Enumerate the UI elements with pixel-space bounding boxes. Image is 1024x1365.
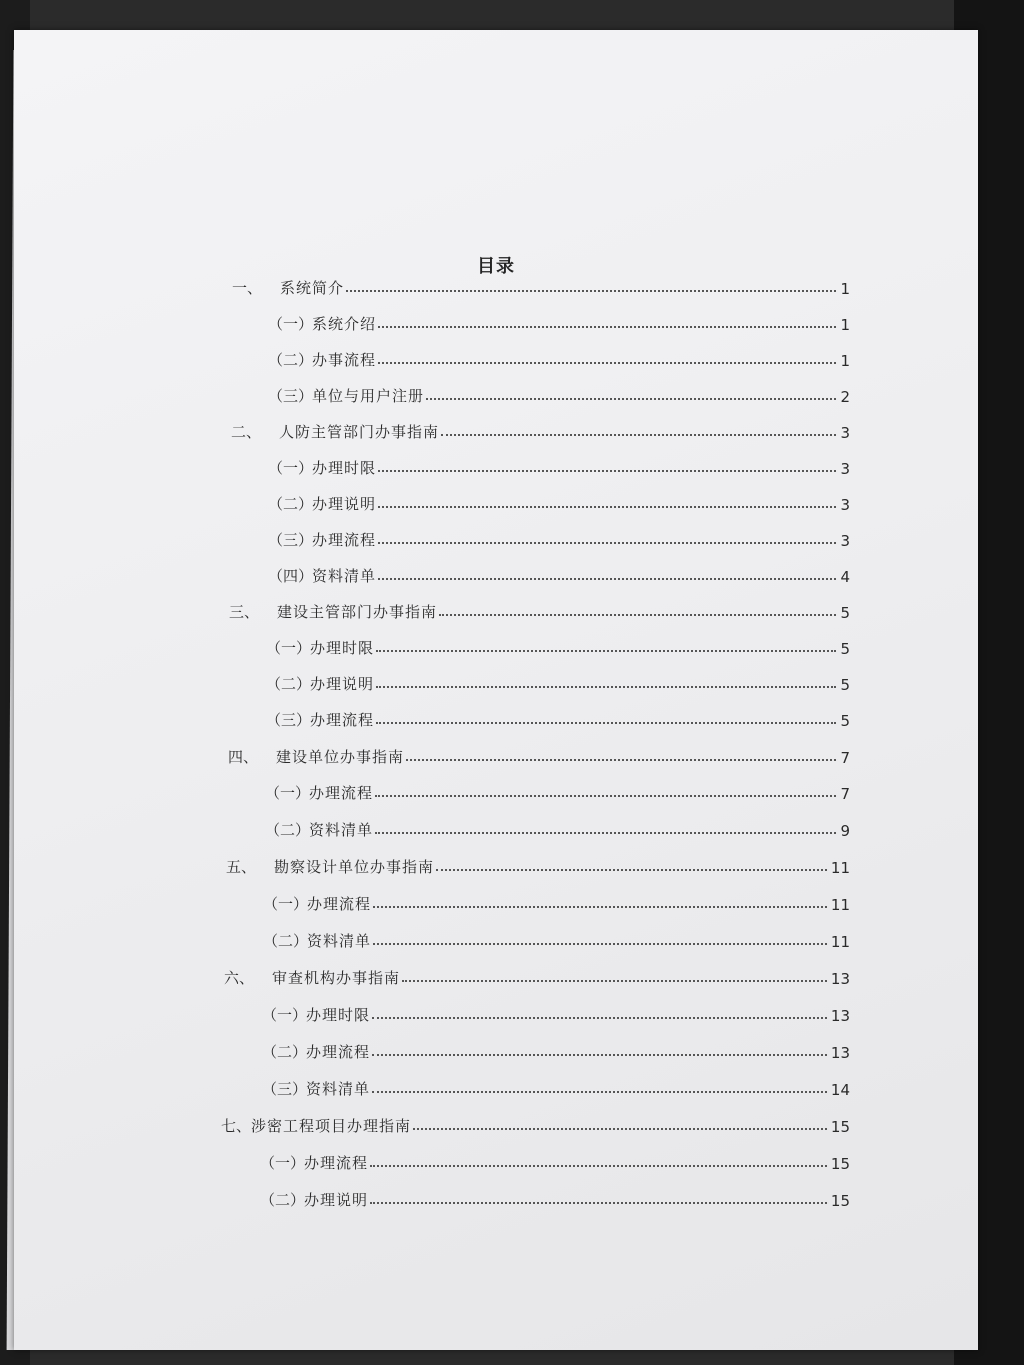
toc-entry-page: 13 [830, 970, 850, 988]
toc-entry-level2 [265, 818, 850, 840]
toc-entry-label: 办事流程 [312, 351, 377, 369]
toc-entry-label: 办理流程 [304, 1154, 369, 1172]
toc-entry-page: 1 [840, 352, 850, 370]
toc-entry-page: 5 [840, 640, 850, 658]
toc-entry-number: （一） [262, 1006, 308, 1024]
toc-entry-page: 5 [840, 604, 850, 622]
toc-entry-label: 建设主管部门办事指南 [277, 603, 438, 621]
toc-entry-level2 [262, 1040, 850, 1062]
toc-entry-label: 建设单位办事指南 [276, 748, 405, 766]
toc-entry-page: 11 [830, 859, 850, 877]
toc-entry-number: 三、 [229, 603, 260, 621]
toc-title: 目录 [477, 256, 515, 277]
toc-leader-dots [378, 506, 836, 508]
toc-entry-level2 [260, 1188, 850, 1210]
toc-leader-dots [372, 1054, 827, 1056]
toc-leader-dots [373, 906, 827, 908]
toc-entry-page: 5 [840, 676, 850, 694]
toc-leader-dots [370, 1202, 827, 1204]
toc-entry-label: 办理时限 [310, 639, 375, 657]
toc-entry-number: （一） [263, 895, 309, 913]
toc-entry-level2 [268, 528, 850, 550]
toc-leader-dots [426, 398, 836, 400]
toc-entry-page: 5 [840, 712, 850, 730]
toc-entry-number: （一） [268, 459, 314, 477]
toc-entry-label: 资料清单 [309, 821, 374, 839]
toc-entry-page: 11 [830, 933, 850, 951]
toc-leader-dots [378, 362, 836, 364]
toc-entry-number: 二、 [231, 423, 262, 441]
toc-entry-label: 办理说明 [310, 675, 375, 693]
toc-entry-number: 四、 [228, 748, 259, 766]
toc-entry-label: 资料清单 [307, 932, 372, 950]
toc-entry-level2 [263, 929, 850, 951]
toc-entry-label: 资料清单 [312, 567, 377, 585]
toc-entry-number: （二） [263, 932, 309, 950]
toc-entry-level2 [262, 1003, 850, 1025]
toc-entry-number: （二） [260, 1191, 306, 1209]
toc-leader-dots [346, 290, 836, 292]
toc-entry-level2 [268, 384, 850, 406]
toc-entry-page: 3 [840, 532, 850, 550]
toc-leader-dots [372, 1017, 827, 1019]
toc-entry-label: 办理流程 [307, 895, 372, 913]
toc-entry-page: 3 [840, 424, 850, 442]
toc-entry-label: 办理说明 [304, 1191, 369, 1209]
toc-entry-number: 七、 [221, 1117, 252, 1135]
toc-entry-page: 13 [830, 1007, 850, 1025]
toc-entry-label: 办理流程 [310, 711, 375, 729]
toc-entry-level2 [268, 564, 850, 586]
toc-entry-page: 14 [830, 1081, 850, 1099]
toc-leader-dots [441, 434, 836, 436]
toc-entry-number: （二） [268, 351, 314, 369]
toc-entry-page: 4 [840, 568, 850, 586]
toc-entry-number: （三） [268, 531, 314, 549]
toc-entry-level2 [268, 348, 850, 370]
toc-entry-label: 系统介绍 [312, 315, 377, 333]
toc-entry-number: 五、 [226, 858, 257, 876]
toc-entry-page: 1 [840, 280, 850, 298]
toc-leader-dots [372, 1091, 827, 1093]
toc-entry-page: 3 [840, 460, 850, 478]
toc-entry-label: 办理流程 [312, 531, 377, 549]
toc-entry-level2 [266, 636, 850, 658]
toc-entry-number: （一） [265, 784, 311, 802]
toc-entry-page: 2 [840, 388, 850, 406]
toc-leader-dots [376, 686, 836, 688]
toc-entry-label: 办理说明 [312, 495, 377, 513]
toc-entry-level1 [231, 420, 850, 442]
toc-entry-level2 [265, 781, 850, 803]
toc-entry-number: （二） [265, 821, 311, 839]
toc-entry-level2 [262, 1077, 850, 1099]
toc-entry-level2 [268, 456, 850, 478]
toc-entry-page: 13 [830, 1044, 850, 1062]
toc-entry-number: （二） [268, 495, 314, 513]
toc-entry-label: 涉密工程项目办理指南 [251, 1117, 412, 1135]
toc-entry-level1 [221, 1114, 850, 1136]
toc-entry-page: 9 [840, 822, 850, 840]
toc-entry-label: 资料清单 [306, 1080, 371, 1098]
toc-leader-dots [402, 980, 827, 982]
toc-entry-number: （三） [268, 387, 314, 405]
toc-leader-dots [378, 578, 836, 580]
toc-entry-label: 办理流程 [306, 1043, 371, 1061]
toc-entry-label: 系统简介 [280, 279, 345, 297]
toc-entry-label: 办理时限 [312, 459, 377, 477]
toc-entry-page: 7 [840, 749, 850, 767]
toc-entry-level1 [224, 966, 850, 988]
toc-entry-page: 11 [830, 896, 850, 914]
toc-entry-page: 15 [830, 1155, 850, 1173]
toc-entry-level2 [268, 312, 850, 334]
toc-entry-level2 [263, 892, 850, 914]
toc-leader-dots [376, 722, 836, 724]
toc-entry-label: 办理时限 [306, 1006, 371, 1024]
toc-entry-number: 六、 [224, 969, 255, 987]
toc-entry-level2 [266, 708, 850, 730]
toc-entry-level1 [226, 855, 850, 877]
toc-entry-level2 [268, 492, 850, 514]
toc-entry-number: （一） [266, 639, 312, 657]
toc-entry-label: 办理流程 [309, 784, 374, 802]
document-page [14, 30, 978, 1350]
toc-entry-page: 15 [830, 1118, 850, 1136]
toc-entry-number: （三） [266, 711, 312, 729]
toc-entry-number: （四） [268, 567, 314, 585]
toc-leader-dots [406, 759, 836, 761]
toc-leader-dots [436, 869, 827, 871]
toc-entry-number: （一） [268, 315, 314, 333]
toc-entry-number: （三） [262, 1080, 308, 1098]
toc-entry-label: 审查机构办事指南 [272, 969, 401, 987]
toc-entry-number: 一、 [232, 279, 263, 297]
toc-entry-page: 15 [830, 1192, 850, 1210]
toc-leader-dots [370, 1165, 827, 1167]
toc-entry-level1 [229, 600, 850, 622]
toc-leader-dots [378, 470, 836, 472]
toc-entry-level1 [232, 276, 850, 298]
toc-entry-label: 勘察设计单位办事指南 [274, 858, 435, 876]
toc-leader-dots [378, 542, 836, 544]
toc-leader-dots [413, 1128, 827, 1130]
toc-entry-level2 [260, 1151, 850, 1173]
toc-leader-dots [373, 943, 827, 945]
toc-entry-level1 [228, 745, 850, 767]
toc-entry-number: （一） [260, 1154, 306, 1172]
toc-entry-label: 单位与用户注册 [312, 387, 425, 405]
toc-entry-number: （二） [266, 675, 312, 693]
toc-entry-level2 [266, 672, 850, 694]
toc-entry-page: 7 [840, 785, 850, 803]
toc-leader-dots [376, 650, 836, 652]
toc-entry-page: 1 [840, 316, 850, 334]
toc-entry-number: （二） [262, 1043, 308, 1061]
toc-leader-dots [439, 614, 836, 616]
toc-entry-page: 3 [840, 496, 850, 514]
toc-leader-dots [375, 832, 836, 834]
toc-leader-dots [375, 795, 836, 797]
toc-leader-dots [378, 326, 836, 328]
toc-entry-label: 人防主管部门办事指南 [279, 423, 440, 441]
